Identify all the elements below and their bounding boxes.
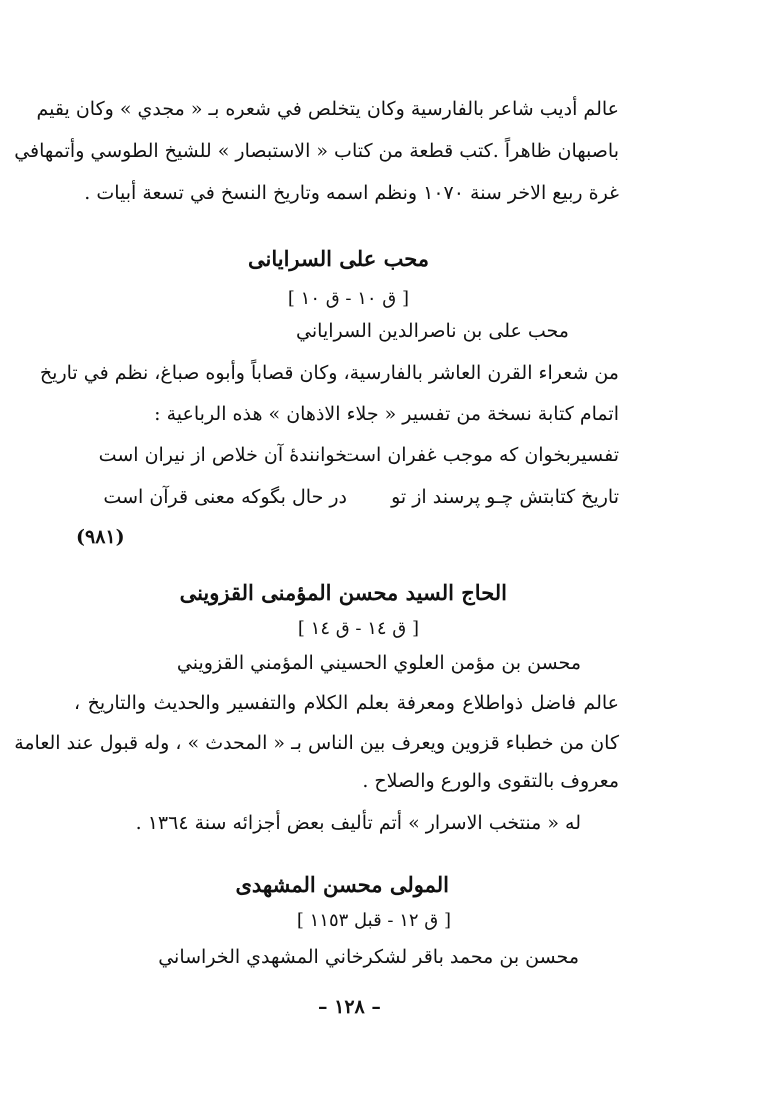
entry1-line-3: غرة ربيع الاخر سنة ١٠٧٠ ونظم اسمه وتاريخ النسخ في تسعة أبيات . [84,182,619,204]
poem-line-2-left: در حال بگوكه معنى قرآن است [103,486,347,508]
entry2-range: [ ق ١٠ - ق ١٠ ] [287,288,409,309]
entry4-name: محسن بن محمد باقر لشكرخاني المشهدي الخراساني [158,946,579,968]
entry4-range: [ ق ١٢ - قبل ١١٥٣ ] [296,910,451,931]
poem-line-1-left: خوانندهٔ آن خلاص از نيران است [98,444,347,466]
entry3-line-1: عالم فاضل ذواطلاع ومعرفة بعلم الكلام والتفسير والحديث والتاريخ ، [74,692,619,714]
entry2-line-2: اتمام كتابة نسخة من تفسير « جلاء الاذهان » هذه الرباعية : [154,403,619,425]
entry3-line-2: كان من خطباء قزوين ويعرف بين الناس بـ « المحدث » ، وله قبول عند العامة [14,732,619,754]
entry4-title: المولى محسن المشهدى [235,872,449,897]
entry2-name: محب على بن ناصرالدين السراياني [296,320,569,342]
page-number: – ١٢٨ – [318,996,381,1018]
entry2-line-1: من شعراء القرن العاشر بالفارسية، وكان قصاباً وأبوه صباغ، نظم في تاريخ [39,362,619,384]
entry3-name: محسن بن مؤمن العلوي الحسيني المؤمني القزويني [176,652,581,674]
poem-line-2-right: تاريخ كتابتش چـو پرسند از تو [391,486,619,508]
entry2-title: محب على السرايانى [247,246,429,271]
entry1-line-2: باصبهان ظاهراً .كتب قطعة من كتاب « الاستبصار » للشيخ الطوسي وأتمهافي [14,140,619,162]
entry1-line-1: عالم أديب شاعر بالفارسية وكان يتخلص في شعره بـ « مجدي » وكان يقيم [36,98,619,120]
entry-number: (٩٨١) [76,526,125,548]
entry3-note: له « منتخب الاسرار » أتم تأليف بعض أجزائه سنة ١٣٦٤ . [135,812,581,834]
entry3-line-3: معروف بالتقوى والورع والصلاح . [362,770,619,792]
poem-line-1-right: تفسيربخوان كه موجب غفران است [341,444,619,466]
entry3-range: [ ق ١٤ - ق ١٤ ] [297,618,419,639]
entry3-title: الحاج السيد محسن المؤمنى القزوينى [179,580,507,605]
